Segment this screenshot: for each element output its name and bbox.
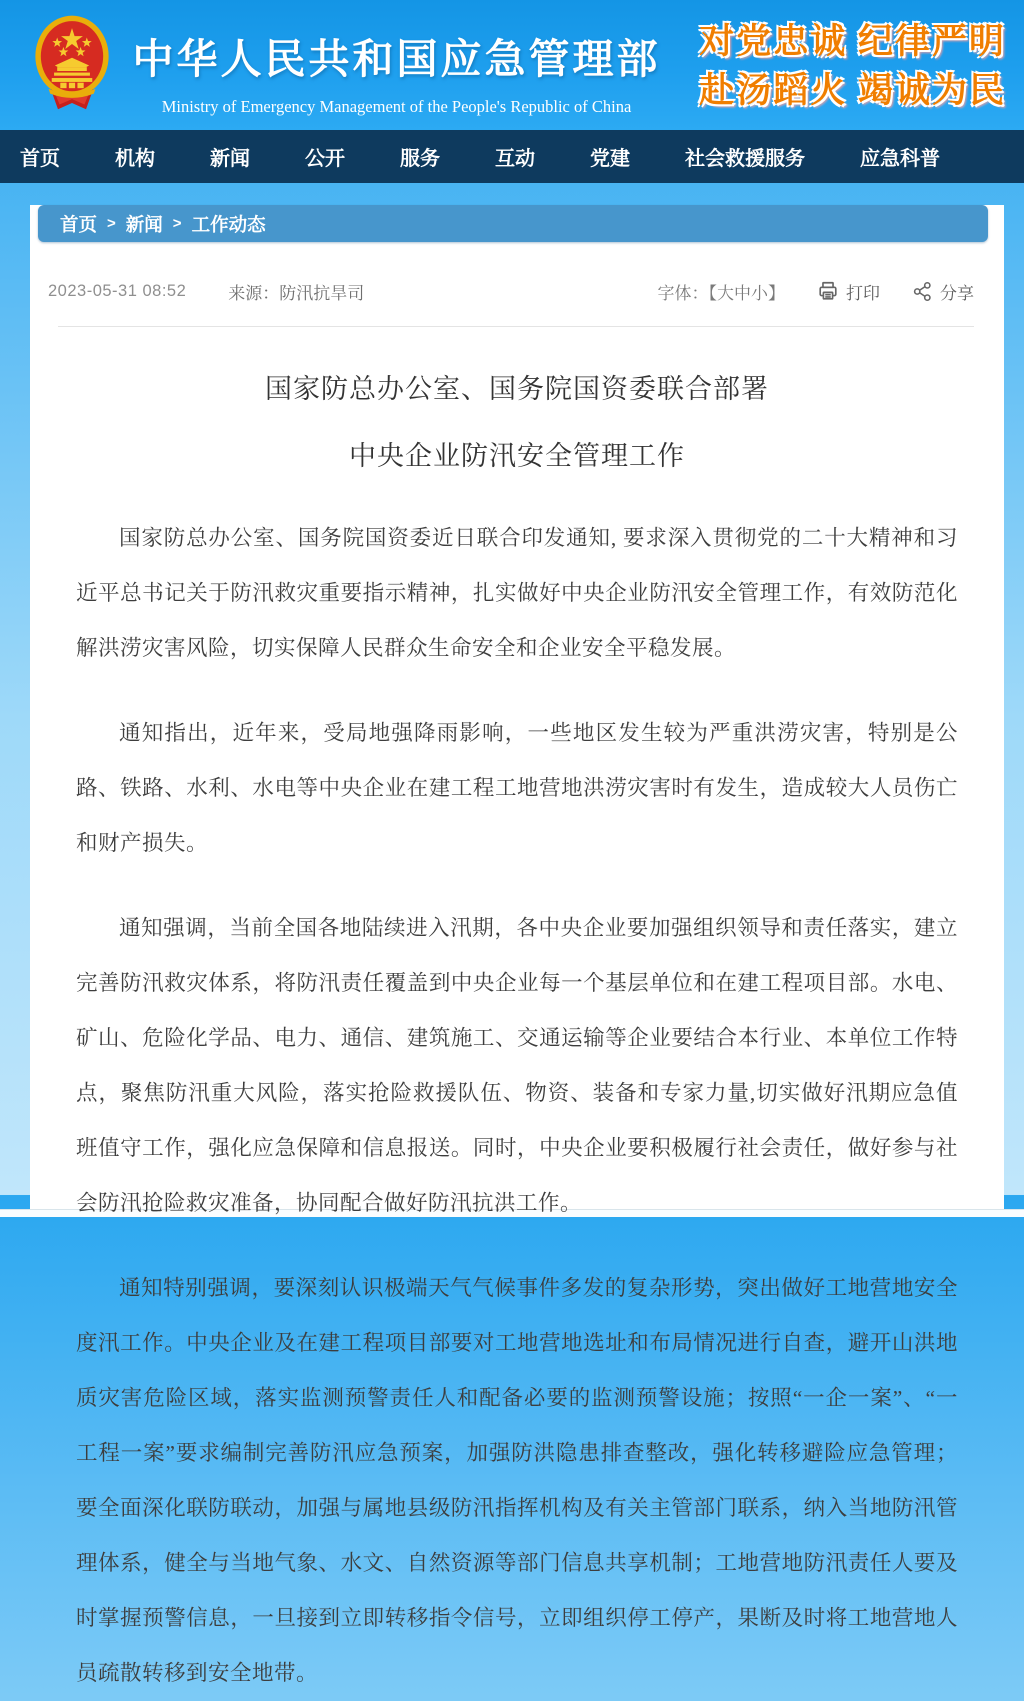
share-label: 分享 — [940, 283, 974, 303]
nav-item-science[interactable]: 应急科普 — [860, 148, 940, 170]
print-label: 打印 — [846, 283, 880, 303]
site-title: 中华人民共和国应急管理部 — [132, 36, 661, 82]
article-paragraph: 通知指出，近年来，受局地强降雨影响，一些地区发生较为严重洪涝灾害，特别是公路、铁路、水利、水电等中央企业在建工程工地营地洪涝灾害时有发生，造成较大人员伤亡和财产损失。 — [76, 721, 958, 855]
nav-item-party[interactable]: 党建 — [590, 148, 630, 170]
font-size-label: 字体： — [657, 283, 709, 303]
nav-item-service[interactable]: 服务 — [400, 148, 440, 170]
publish-date: 2023-05-31 08:52 — [48, 281, 187, 300]
font-size-control — [658, 279, 786, 304]
article — [30, 367, 1004, 1701]
breadcrumb-separator: > — [107, 215, 116, 232]
breadcrumb-news[interactable]: 新闻 — [125, 213, 163, 235]
printer-icon — [817, 280, 839, 302]
header-slogan — [699, 17, 1006, 115]
nav-item-public[interactable]: 公开 — [305, 148, 345, 170]
article-meta-row — [48, 276, 974, 306]
share-button[interactable] — [912, 279, 974, 304]
article-paragraph: 国家防总办公室、国务院国资委近日联合印发通知, 要求深入贯彻党的二十大精神和习近平总书记关于防汛救灾重要指示精神，扎实做好中央企业防汛安全管理工作，有效防范化解洪涝灾害风险，切实保障人民群众生命安全和企业安全平稳发展。 — [76, 526, 958, 660]
china-national-emblem-icon — [33, 11, 111, 117]
article-body — [76, 511, 958, 1701]
content-area — [30, 205, 1004, 1685]
article-paragraph: 通知特别强调，要深刻认识极端天气气候事件多发的复杂形势，突出做好工地营地安全度汛工作。中央企业及在建工程项目部要对工地营地选址和布局情况进行自查，避开山洪地质灾害危险区域，落实监测预警责任人和配备必要的监测预警设施；按照“一企一案”、“一工程一案”要求编制完善防汛应急预案，加强防洪隐患排查整改，强化转移避险应急管理；要全面深化联防联动，加强与属地县级防汛指挥机构及有关主管部门联系，纳入当地防汛管理体系，健全与当地气象、水文、自然资源等部门信息共享机制；工地营地防汛责任人要及时掌握预警信息，一旦接到立即转移指令信号，立即组织停工停产，果断及时将工地营地人员疏散转移到安全地带。 — [76, 1276, 958, 1685]
breadcrumb — [38, 205, 988, 242]
share-icon — [912, 281, 933, 302]
nav-item-home[interactable]: 首页 — [20, 148, 60, 170]
article-title-line2: 中央企业防汛安全管理工作 — [349, 441, 685, 471]
nav-item-news[interactable]: 新闻 — [210, 148, 250, 170]
nav-item-interact[interactable]: 互动 — [495, 148, 535, 170]
site-header — [0, 0, 1024, 130]
main-nav — [0, 130, 1024, 183]
breadcrumb-current: 工作动态 — [191, 213, 266, 235]
article-paragraph: 通知强调，当前全国各地陆续进入汛期，各中央企业要加强组织领导和责任落实，建立完善防汛救灾体系，将防汛责任覆盖到中央企业每一个基层单位和在建工程项目部。水电、矿山、危险化学品、电力、通信、建筑施工、交通运输等企业要结合本行业、本单位工作特点，聚焦防汛重大风险，落实抢险救援队伍、物资、装备和专家力量,切实做好汛期应急值班值守工作，强化应急保障和信息报送。同时，中央企业要积极履行社会责任，做好参与社会防汛抢险救灾准备，协同配合做好防汛抗洪工作。 — [76, 916, 958, 1215]
nav-item-rescue[interactable]: 社会救援服务 — [685, 148, 805, 170]
breadcrumb-home[interactable]: 首页 — [60, 213, 98, 235]
site-brand — [124, 26, 669, 117]
nav-item-org[interactable]: 机构 — [115, 148, 155, 170]
site-subtitle: Ministry of Emergency Management of the People's Republic of China — [161, 97, 632, 116]
breadcrumb-separator: > — [172, 215, 182, 232]
meta-divider — [58, 326, 974, 327]
article-title-line1: 国家防总办公室、国务院国资委联合部署 — [265, 374, 769, 404]
slogan-line-2: 赴汤蹈火 竭诚为民 — [699, 71, 1006, 110]
print-button[interactable] — [817, 279, 880, 304]
font-size-options[interactable]: 【大中小】 — [708, 283, 785, 303]
article-tools — [658, 279, 975, 304]
slogan-line-1: 对党忠诚 纪律严明 — [699, 22, 1006, 61]
article-source: 来源：防汛抗旱司 — [228, 283, 365, 303]
